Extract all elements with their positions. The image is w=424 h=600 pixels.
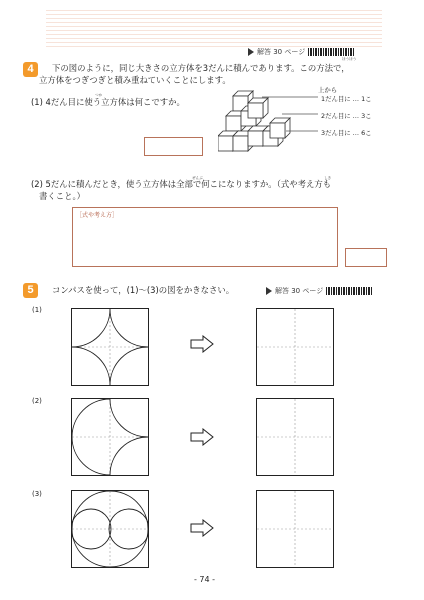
ruby-tsuka: つか bbox=[95, 93, 103, 97]
q4-sub2-line1: (2) 5だんに積んだとき，使う立方体は全部で何こになりますか。（式や考え方も bbox=[31, 179, 332, 189]
blank-grid-2[interactable] bbox=[256, 398, 334, 476]
work-area-box[interactable] bbox=[72, 207, 338, 267]
ruby-zenbu: ぜんぶ bbox=[192, 176, 203, 180]
barcode-icon bbox=[308, 48, 354, 56]
q4-sub2-line2: 書くこと。） bbox=[39, 191, 86, 201]
figure-label-1: (1) bbox=[32, 306, 42, 314]
answer-box-q4-1[interactable] bbox=[144, 137, 203, 156]
barcode-icon bbox=[326, 287, 372, 295]
diagram-row-1: 1だん目に … 1こ bbox=[321, 95, 372, 103]
right-arrow-icon-3 bbox=[190, 519, 214, 537]
answer-reference-q5: 解答 30 ページ bbox=[266, 286, 372, 296]
diagram-header: 上から bbox=[318, 86, 338, 94]
q4-line1: 下の図のように，同じ大きさの立方体を3だんに積んであります。この方法で， bbox=[52, 63, 350, 73]
ruby-shiki: しき bbox=[324, 176, 332, 180]
diagram-row-3: 3だん目に … 6こ bbox=[321, 129, 372, 137]
answer-box-q4-2[interactable] bbox=[345, 248, 387, 267]
arrow-icon bbox=[266, 287, 272, 295]
ruby-houhou: ほうほう bbox=[342, 57, 357, 61]
q5-prompt: コンパスを使って，(1)～(3)の図をかきなさい。 bbox=[52, 285, 235, 295]
compass-figure-1 bbox=[71, 308, 149, 386]
compass-figure-3 bbox=[71, 490, 149, 568]
right-arrow-icon-2 bbox=[190, 428, 214, 446]
leader-lines bbox=[262, 90, 322, 138]
q4-sub1: (1) 4だん目に使う立方体は何こですか。 bbox=[31, 97, 185, 107]
blank-grid-1[interactable] bbox=[256, 308, 334, 386]
question-number-4: 4 bbox=[23, 62, 38, 77]
figure-label-2: (2) bbox=[32, 397, 42, 405]
figure-label-3: (3) bbox=[32, 490, 42, 498]
work-area-label: ［式や考え方］ bbox=[76, 212, 119, 219]
arrow-icon bbox=[248, 48, 254, 56]
q4-line2: 立方体をつぎつぎと積み重ねていくことにします。 bbox=[39, 75, 231, 85]
compass-figure-2 bbox=[71, 398, 149, 476]
question-number-5: 5 bbox=[23, 283, 38, 298]
blank-grid-3[interactable] bbox=[256, 490, 334, 568]
answer-reference-q4: 解答 30 ページ bbox=[248, 47, 354, 57]
header-stripe bbox=[46, 10, 382, 48]
right-arrow-icon-1 bbox=[190, 335, 214, 353]
diagram-row-2: 2だん目に … 3こ bbox=[321, 112, 372, 120]
page-number: - 74 - bbox=[194, 575, 216, 584]
